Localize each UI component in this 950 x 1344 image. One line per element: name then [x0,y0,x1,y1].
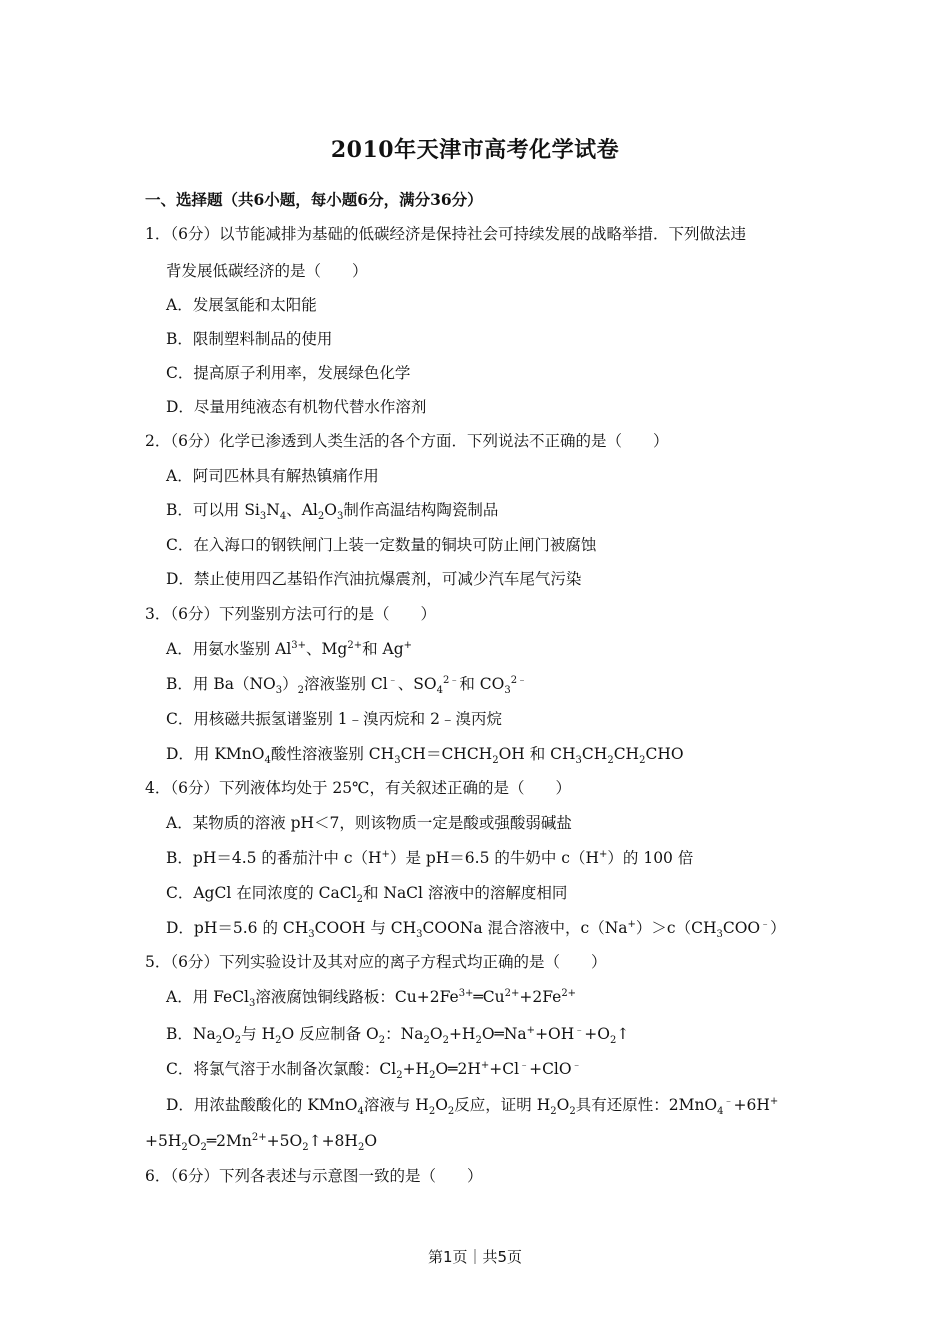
question-2-option-d: D．禁止使用四乙基铅作汽油抗爆震剂，可减少汽车尾气污染 [166,570,582,588]
question-3-option-d: D．用 KMnO$_4$酸性溶液鉴别 $CH_3CH=CHCH_2OH$ 和 $CH_3CH_2CH_2CHO$ [166,745,684,767]
section-heading: 一、选择题（共6小题，每小题6分，满分36分） [145,190,483,209]
question-2-option-b: B．可以用 $Si_3N_4$、$Al_2O_3$制作高温结构陶瓷制品 [166,501,499,523]
question-4-stem: 4．（6分）下列液体均处于 25℃，有关叙述正确的是（ ） [145,779,571,797]
question-1-option-b: B．限制塑料制品的使用 [166,330,333,348]
question-5-option-a: A．用 FeCl$_3$溶液腐蚀铜线路板：$Cu+2Fe^{3+}═Cu^{2+}+2Fe^{2+}$ [166,987,577,1010]
question-2-option-c: C．在入海口的钢铁闸门上装一定数量的铜块可防止闸门被腐蚀 [166,536,597,554]
question-5-option-b: B．$Na_2O_2$与 $H_2O$ 反应制备 $O_2$：$Na_2O_2+H_2O═Na^++OH^﹣+O_2↑$ [166,1024,630,1047]
page-title: 2010年天津市高考化学试卷 [330,137,620,163]
question-3-stem: 3．（6分）下列鉴别方法可行的是（ ） [145,605,436,623]
question-5-option-c: C．将氯气溶于水制备次氯酸：$Cl_2+H_2O═2H^++Cl^﹣+ClO^﹣$ [166,1059,582,1082]
question-5-stem: 5．（6分）下列实验设计及其对应的离子方程式均正确的是（ ） [145,953,607,971]
question-3-option-c: C．用核磁共振氢谱鉴别 1﹣溴丙烷和 2﹣溴丙烷 [166,710,502,728]
question-1-option-d: D．尽量用纯液态有机物代替水作溶剂 [166,398,427,416]
page-footer: 第1页｜共5页 [427,1248,523,1266]
question-1-option-c: C．提高原子利用率，发展绿色化学 [166,364,411,382]
question-4-option-b: B．pH＝4.5 的番茄汁中 c（H+）是 pH＝6.5 的牛奶中 c（H+）的 100 倍 [166,848,694,867]
question-1-option-a: A．发展氢能和太阳能 [166,296,317,314]
question-2-option-a: A．阿司匹林具有解热镇痛作用 [166,467,379,485]
question-4-option-d: D．pH＝5.6 的 $CH_3COOH$ 与 $CH_3COONa$ 混合溶液中，$c(Na^+)>c(CH_3COO^﹣)$ [166,918,786,941]
question-1-stem: 1．（6分）以节能减排为基础的低碳经济是保持社会可持续发展的战略举措．下列做法违 [145,225,746,243]
question-3-option-b: B．用 $Ba(NO_3)_2$溶液鉴别 Cl﹣、$SO_4^{2﹣}$和 $CO_3^{2﹣}$ [166,674,528,697]
question-1-stem-cont: 背发展低碳经济的是（ ） [166,262,368,280]
question-4-option-c: C．AgCl 在同浓度的 CaCl$_2$和 NaCl 溶液中的溶解度相同 [166,884,568,906]
question-4-option-a: A．某物质的溶液 pH＜7，则该物质一定是酸或强酸弱碱盐 [166,814,572,832]
question-5-option-d-cont: $+5H_2O_2═2Mn^{2+}+5O_2↑+8H_2O$ [145,1131,378,1154]
question-6-stem: 6．（6分）下列各表述与示意图一致的是（ ） [145,1167,483,1185]
question-2-stem: 2．（6分）化学已渗透到人类生活的各个方面．下列说法不正确的是（ ） [145,432,669,450]
question-5-option-d: D．用浓盐酸酸化的 KMnO$_4$溶液与 $H_2O_2$反应，证明 $H_2O_2$具有还原性：2MnO$_4$﹣+6H+ [166,1095,779,1118]
question-3-option-a: A．用氨水鉴别 $Al^{3+}$、$Mg^{2+}$和 Ag+ [166,639,413,658]
